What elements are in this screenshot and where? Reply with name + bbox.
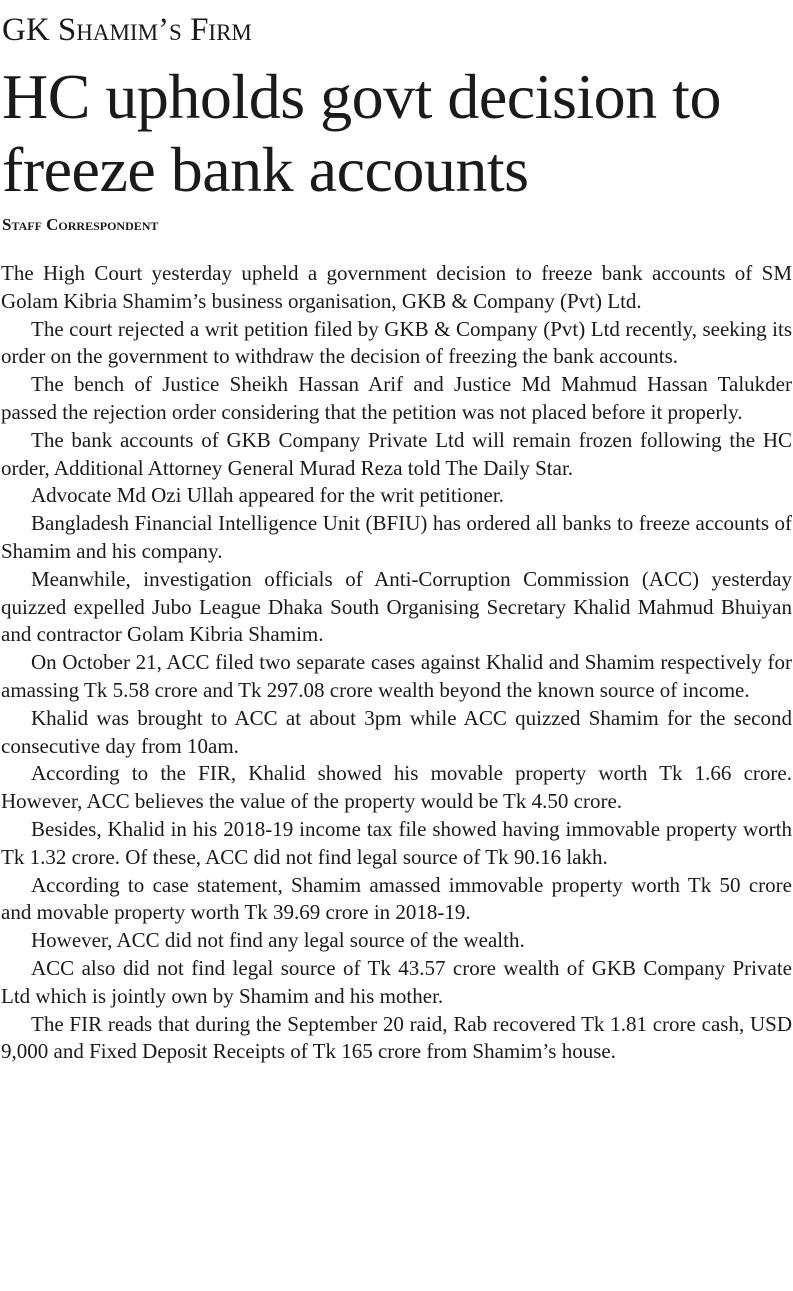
article-paragraph: The High Court yesterday upheld a government decision to freeze bank accounts of SM Golam Kibria Shamim’s business organisation, GKB & Company (Pvt) Ltd.: [1, 261, 792, 313]
article-paragraph: Besides, Khalid in his 2018-19 income tax file showed having immovable property worth Tk 1.32 crore. Of these, ACC did not find legal source of Tk 90.16 lakh.: [1, 816, 792, 869]
article-byline: Staff Correspondent: [2, 215, 159, 234]
article-kicker: GK Shamim’s Firm: [2, 12, 252, 48]
article-paragraph: Advocate Md Ozi Ullah appeared for the writ petitioner.: [31, 483, 504, 508]
article-body: [1, 260, 792, 1066]
article-paragraph: Meanwhile, investigation officials of Anti-Corruption Commission (ACC) yesterday quizzed expelled Jubo League Dhaka South Organising Secretary Khalid Mahmud Bhuiyan and contractor Golam Kibria Shamim.: [1, 566, 792, 647]
article-paragraph: The bench of Justice Sheikh Hassan Arif and Justice Md Mahmud Hassan Talukder passed the rejection order considering that the petition was not placed before it properly.: [1, 372, 792, 424]
article-paragraph: According to case statement, Shamim amassed immovable property worth Tk 50 crore and movable property worth Tk 39.69 crore in 2018-19.: [1, 872, 792, 925]
article-paragraph: The court rejected a writ petition filed by GKB & Company (Pvt) Ltd recently, seeking its order on the government to withdraw the decision of freezing the bank accounts.: [1, 316, 792, 369]
article-paragraph: According to the FIR, Khalid showed his movable property worth Tk 1.66 crore. However, ACC believes the value of the property would be Tk 4.50 crore.: [1, 761, 792, 814]
article-paragraph: However, ACC did not find any legal source of the wealth.: [31, 928, 525, 953]
article-paragraph: Bangladesh Financial Intelligence Unit (BFIU) has ordered all banks to freeze accounts of Shamim and his company.: [1, 511, 792, 563]
article-paragraph: The bank accounts of GKB Company Private Ltd will remain frozen following the HC order, Additional Attorney General Murad Reza told The Daily Star.: [1, 427, 792, 480]
article-paragraph: On October 21, ACC filed two separate cases against Khalid and Shamim respectively for amassing Tk 5.58 crore and Tk 297.08 crore wealth beyond the known source of income.: [1, 650, 792, 702]
article-paragraph: ACC also did not find legal source of Tk 43.57 crore wealth of GKB Company Private Ltd which is jointly own by Shamim and his mother.: [1, 955, 792, 1008]
article-headline: HC upholds govt decision to freeze bank accounts: [2, 61, 721, 205]
article-paragraph: Khalid was brought to ACC at about 3pm while ACC quizzed Shamim for the second consecutive day from 10am.: [1, 705, 792, 758]
article-paragraph: The FIR reads that during the September 20 raid, Rab recovered Tk 1.81 crore cash, USD 9,000 and Fixed Deposit Receipts of Tk 165 crore from Shamim’s house.: [1, 1011, 792, 1064]
